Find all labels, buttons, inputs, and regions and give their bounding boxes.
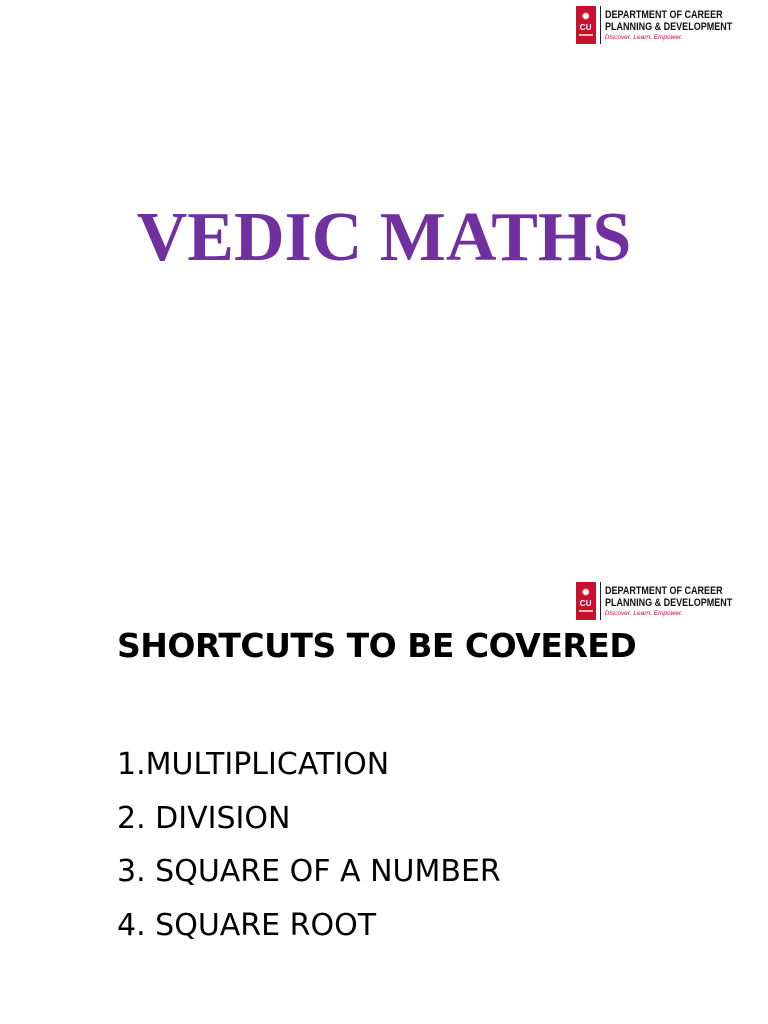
logo-abbr: CU xyxy=(579,599,592,608)
logo-text xyxy=(605,6,760,44)
shortcut-list xyxy=(117,738,501,952)
list-item: 3. SQUARE OF A NUMBER xyxy=(117,854,501,889)
slide-title: VEDIC MATHS xyxy=(136,199,632,276)
section-heading: SHORTCUTS TO BE COVERED xyxy=(117,626,637,665)
department-logo xyxy=(576,582,760,620)
university-emblem-icon: ✹ CU xyxy=(576,6,596,44)
logo-tagline: Discover. Learn. Empower. xyxy=(604,609,683,617)
logo-tagline: Discover. Learn. Empower. xyxy=(604,33,683,41)
list-item: 4. SQUARE ROOT xyxy=(117,907,377,943)
logo-divider xyxy=(600,6,601,44)
logo-text xyxy=(605,582,760,620)
university-emblem-icon: ✹ CU xyxy=(576,582,596,620)
logo-abbr: CU xyxy=(579,23,592,32)
department-logo xyxy=(576,6,760,44)
logo-line-2: PLANNING & DEVELOPMENT xyxy=(604,596,733,609)
logo-line-2: PLANNING & DEVELOPMENT xyxy=(604,20,733,33)
logo-line-1: DEPARTMENT OF CAREER xyxy=(604,8,723,21)
list-item: 1.MULTIPLICATION xyxy=(117,747,390,782)
content-slide xyxy=(0,576,768,1024)
logo-divider xyxy=(600,582,601,620)
list-item: 2. DIVISION xyxy=(117,800,291,836)
logo-line-1: DEPARTMENT OF CAREER xyxy=(604,584,723,597)
